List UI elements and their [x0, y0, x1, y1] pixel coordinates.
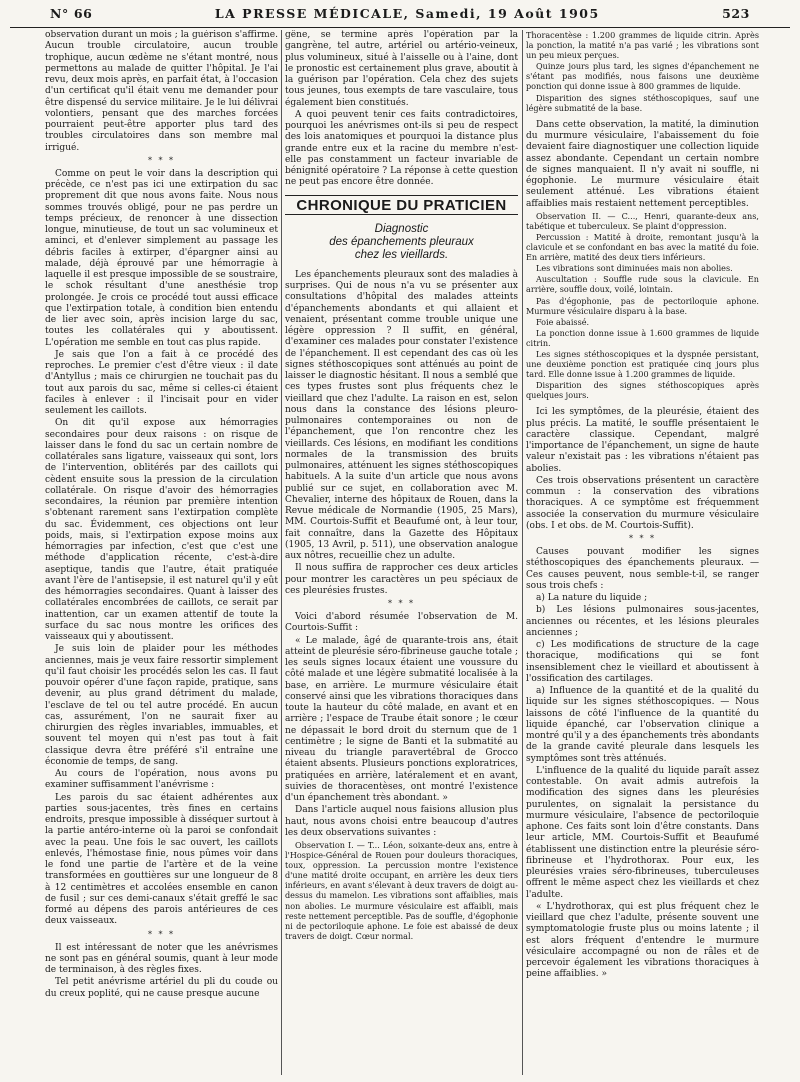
paragraph: Dans cette observation, la matité, la diminution du murmure vésiculaire, l'abaissement du foie devaient faire diagnostiquer une collection liquide assez abondante. Cependant un certain nombre de signes manquaient. Il n'y avait ni souffle, ni égophonie. Le murmure vésiculaire était seulement atténué. Les vibrations étaient affaiblies mais restaient nettement perceptibles. [526, 119, 759, 209]
page-number: 523 [722, 6, 750, 21]
paragraph: gêne, se termine après l'opération par la gangrène, tel autre, artériel ou artério-veineux, plus volumineux, situé à l'aisselle ou à l'aine, dont le pronostic est certainement plus grave, aboutit à la guérison par l'opération. Cela chez des sujets tous jeunes, tous exempts de tare vasculaire, tous également bien constitués. [285, 30, 518, 108]
paragraph: Il nous suffira de rapprocher ces deux articles pour montrer les caractères un peu spéciaux de ces pleurésies frustes. [285, 563, 518, 596]
paragraph: observation durant un mois ; la guérison s'affirme. Aucun trouble circulatoire, aucun trouble trophique, aucun œdème ne s'étant montré, nous permettons au malade de quitter l'hôpital. Je l'ai revu, deux mois après, en parfait état, à l'occasion d'un certificat qu'il était venu me demander pour être dispensé du service militaire. Je le lui délivrai volontiers, pensant que des marches forcées pourraient peut-être apporter plus tard des troubles circulatoires dans son membre mal irrigué. [45, 30, 278, 153]
observation-paragraph: Auscultation : Souffle rude sous la clavicule. En arrière, souffle doux, voilé, lointain. [526, 274, 759, 295]
observation-paragraph: Observation I. — T... Léon, soixante-deux ans, entre à l'Hospice-Général de Rouen pour douleurs thoraciques, toux, oppression. La percussion montre l'existence d'une matité droite occupant, en arrière les deux tiers inférieurs, en avant s'élevant à deux travers de doigt au-dessus du mamelon. Les vibrations sont affaiblies, mais non abolies. Le murmure vésiculaire est affaibli, mais reste nettement perceptible. Pas de souffle, d'égophonie ni de pectoriloquie aphone. Le foie est abaissé de deux travers de doigt. Cœur normal. [285, 840, 518, 941]
article-title-line: des épanchements pleuraux [329, 235, 474, 248]
paragraph: Ici les symptômes, de la pleurésie, étaient des plus précis. La matité, le souffle présentaient le caractère classique. Cependant, malgré l'importance de l'épanchement, un signe de haute valeur n'existait pas : les vibrations n'étaient pas abolies. [526, 407, 759, 474]
column-3 [526, 30, 759, 1075]
observation-paragraph: Foie abaissé. [536, 316, 590, 327]
section-separator: * * * [387, 599, 416, 608]
observation-paragraph: Disparition des signes stéthoscopiques, sauf une légère submatité de la base. [526, 92, 759, 113]
observation-paragraph: Observation II. — C..., Henri, quarante-deux ans, tabétique et tuberculeux. Se plaint d'oppression. [526, 210, 759, 231]
section-separator: * * * [628, 534, 657, 544]
observation-paragraph: Thoracentèse : 1.200 grammes de liquide citrin. Après la ponction, la matité n'a pas varié ; les vibrations sont un peu mieux perçues. [526, 30, 759, 61]
text-columns [45, 30, 790, 1075]
observation-paragraph: La ponction donne issue à 1.600 grammes de liquide citrin. [526, 327, 759, 348]
paragraph: A quoi peuvent tenir ces faits contradictoires, pourquoi les anévrismes ont-ils si peu de respect des lois anatomiques et pourquoi la distance plus grande entre eux et la racine du membre n'est-elle pas constamment un facteur invariable de bénignité opératoire ? La réponse à cette question ne peut pas encore être donnée. [285, 109, 518, 188]
paragraph: Ces trois observations présentent un caractère commun : la conservation des vibrations thoraciques. A ce symptôme est fréquemment associée la conservation du murmure vésiculaire (obs. I et obs. de M. Courtois-Suffit). [526, 475, 759, 531]
issue-number: N° 66 [50, 6, 93, 21]
paragraph: « Le malade, âgé de quarante-trois ans, était atteint de pleurésie séro-fibrineuse gauche totale ; les seuls signes locaux étaient une voussure du côté malade et une légère submatité localisée à la base, en arrière. Le murmure vésiculaire était conservé ainsi que les vibrations thoraciques dans toute la hauteur du côté malade, en avant et en arrière ; l'espace de Traube était sonore ; le cœur ne dépassait le bord droit du sternum que de 1 centimètre ; le signe de Banti et la submatité au niveau du triangle paravertébral de Grocco étaient absents. Plusieurs ponctions exploratrices, pratiquées en arrière, latéralement et en avant, suivies de thoracentèses, ont montré l'existence d'un épanchement très abondant. » [285, 635, 518, 803]
journal-title: LA PRESSE MÉDICALE, Samedi, 19 Août 1905 [214, 6, 600, 21]
paragraph: Au cours de l'opération, nous avons pu examiner suffisamment l'anévrisme : [45, 769, 278, 791]
paragraph: Comme on peut le voir dans la description qui précède, ce n'est pas ici une extirpation du sac proprement dit que nous avons faite. Nous nous sommes trouvés obligé, pour ne pas perdre un temps précieux, de renoncer à une dissection longue, minutieuse, de tout un sac volumineux et aminci, et d'enlever simplement au passage les débris faciles à extirper, d'épargner ainsi au malade, déjà éprouvé par une hémorragie à laquelle il est presque impossible de se soustraire, le schok résultant d'une anesthésie trop prolongée. Je crois ce procédé tout aussi efficace que l'extirpation totale, à condition bien entendu de lier avec soin, après incision large du sac, toutes les collatérales qui y aboutissent. L'opération me semble en tout cas plus rapide. [45, 168, 278, 348]
page-header [10, 6, 790, 28]
paragraph: On dit qu'il expose aux hémorragies secondaires pour deux raisons : on risque de laisser dans le fond du sac un certain nombre de collatérales sans ligature, vaisseaux qui sont, lors de l'intervention, oblitérés par des caillots qui cèdent ensuite sous la pression de la circulation collatérale. On risque d'avoir des hémorragies secondaires, la réunion par première intention s'obtenant rarement sans l'extirpation complète du sac. Évidemment, ces objections ont leur poids, mais, si l'extirpation expose moins aux hémorragies par infection, c'est que c'est une méthode d'application récente, c'est-à-dire aseptique, tandis que l'autre, était pratiquée avant l'ère de l'antisepsie, il est naturel qu'il y eût des hémorragies secondaires. Quant à laisser des collatérales encombrées de caillots, ce serait par inattention, car un examen attentif de toute la surface du sac nous montre les orifices des vaisseaux qui y aboutissent. [45, 418, 278, 642]
observation-paragraph: Pas d'égophonie, pas de pectoriloquie aphone. Murmure vésiculaire disparu à la base. [526, 295, 759, 316]
section-separator: * * * [147, 155, 176, 165]
section-title: CHRONIQUE DU PRATICIEN [285, 195, 518, 215]
paragraph: b) Les lésions pulmonaires sous-jacentes, anciennes ou récentes, et les lésions pleurales anciennes ; [526, 605, 759, 638]
paragraph: c) Les modifications de structure de la cage thoracique, modifications qui se font insensiblement chez le vieillard et aboutissent à l'ossification des cartilages. [526, 640, 759, 684]
paragraph: Les parois du sac étaient adhérentes aux parties sous-jacentes, très fines en certains endroits, presque impossible à disséquer surtout à la partie antéro-interne où la paroi se confondait avec la peau. Une fois le sac ouvert, les caillots enlevés, l'hémostase finie, nous pûmes voir dans le fond une partie de l'artère et de la veine transformées en gouttières sur une longueur de 8 à 12 centimètres et accolées ensemble en canon de fusil ; sur ces demi-canaux s'était greffé le sac formé au dépens des parois antérieures de ces deux vaisseaux. [45, 792, 278, 927]
paragraph: Je suis loin de plaider pour les méthodes anciennes, mais je veux faire ressortir simplement qu'il faut choisir les procédés selon les cas. Il faut pouvoir opérer d'une façon rapide, pratique, sans devenir, au plus grand détriment du malade, l'esclave de tel ou tel autre procédé. En aucun cas, assurément, l'on ne saurait fixer au chirurgien des règles invariables, immuables, et souvent tel moyen qui n'est pas tout à fait classique devra être préféré s'il entraîne une économie de temps, de sang. [45, 644, 278, 767]
article-title-line: Diagnostic [374, 222, 429, 235]
observation-paragraph: Les signes stéthoscopiques et la dyspnée persistant, une deuxième ponction est pratiquée cinq jours plus tard. Elle donne issue à 1.200 grammes de liquide. [526, 348, 759, 380]
observation-paragraph: Quinze jours plus tard, les signes d'épanchement ne s'étant pas modifiés, nous faisons une deuxième ponction qui donne issue à 800 grammes de liquide. [526, 61, 759, 92]
article-title [285, 223, 518, 262]
column-1 [45, 30, 278, 1075]
paragraph: a) Influence de la quantité et de la qualité du liquide sur les signes stéthoscopiques. — Nous laissons de côté l'influence de la quantité du liquide épanché, car l'observation clinique a montré qu'il y a des épanchements très abondants de la grande cavité pleurale dans lesquels les symptômes sont très atténués. [526, 686, 759, 764]
paragraph: Tel petit anévrisme artériel du pli du coude ou du creux poplité, qui ne cause presque aucune [45, 977, 278, 999]
paragraph: Il est intéressant de noter que les anévrismes ne sont pas en général soumis, quant à leur mode de terminaison, à des règles fixes. [45, 942, 278, 975]
paragraph: Voici d'abord résumée l'observation de M. Courtois-Suffit : [285, 612, 518, 634]
paragraph: a) La nature du liquide ; [536, 593, 648, 604]
paragraph: L'influence de la qualité du liquide paraît assez contestable. On avait admis autrefois la modification des signes dans les pleurésies purulentes, on signalait la persistance du murmure vésiculaire, l'absence de pectoriloquie aphone. Ces faits sont loin d'être constants. Dans leur article, MM. Courtois-Suffit et Beaufumé établissent une distinction entre la pleurésie séro-fibrineuse et l'hydrothorax. Pour eux, les pleurésies vraies séro-fibrineuses, tuberculeuses offrent le même aspect chez les vieillards et chez l'adulte. [526, 765, 759, 900]
paragraph: Les épanchements pleuraux sont des maladies à surprises. Qui de nous n'a vu se présenter aux consultations d'hôpital des malades atteints d'épanchements abondants et qui allaient et venaient, présentant comme trouble unique une légère oppression ? Il suffit, en général, d'examiner ces malades pour constater l'existence de l'épanchement. Il est cependant des cas où les signes stéthoscopiques sont atténués au point de laisser le diagnostic hésitant. Il nous a semblé que ces types frustes sont plus fréquents chez le vieillard que chez l'adulte. La raison en est, selon nous dans la constance des lésions pleuro-pulmonaires contemporaines ou non de l'épanchement, que l'on rencontre chez les vieillards. Ces lésions, en modifiant les conditions normales de la transmission des bruits pulmonaires, atténuent les signes stéthoscopiques habituels. A la suite d'un article que nous avons publié sur ce sujet, en collaboration avec M. Chevalier, interne des hôpitaux de Rouen, dans la Revue médicale de Normandie (1905, 25 Mars), MM. Courtois-Suffit et Beaufumé ont, à leur tour, fait connaître, dans la Gazette des Hôpitaux (1905, 13 Avril, p. 511), une observation analogue aux nôtres, recueillie chez un adulte. [285, 269, 518, 561]
column-divider [522, 30, 523, 1075]
section-separator: * * * [147, 929, 176, 939]
paragraph: « L'hydrothorax, qui est plus fréquent chez le vieillard que chez l'adulte, présente souvent une symptomatologie fruste plus ou moins latente ; il est alors fréquent d'entendre le murmure vésiculaire accompagné ou non de râles et de percevoir également les vibrations thoraciques à peine affaiblies. » [526, 901, 759, 980]
column-2 [285, 30, 518, 1075]
observation-paragraph: Percussion : Matité à droite, remontant jusqu'à la clavicule et se confondant en bas avec la matité du foie. En arrière, matité des deux tiers inférieurs. [526, 231, 759, 263]
article-title-line: chez les vieillards. [354, 248, 449, 261]
observation-paragraph: Les vibrations sont diminuées mais non abolies. [536, 263, 733, 274]
paragraph: Dans l'article auquel nous faisions allusion plus haut, nous avons choisi entre beaucoup d'autres les deux observations suivantes : [285, 805, 518, 838]
column-divider [281, 30, 282, 1075]
observation-paragraph: Disparition des signes stéthoscopiques après quelques jours. [526, 380, 759, 401]
paragraph: Causes pouvant modifier les signes stéthoscopiques des épanchements pleuraux. — Ces causes peuvent, nous semble-t-il, se ranger sous trois chefs : [526, 547, 759, 591]
paragraph: Je sais que l'on a fait à ce procédé des reproches. Le premier c'est d'être vieux : il date d'Antyllus ; mais ce chirurgien ne touchait pas du tout aux parois du sac, même si celles-ci étaient faciles à enlever : il l'incisait pour en vider seulement les caillots. [45, 349, 278, 416]
